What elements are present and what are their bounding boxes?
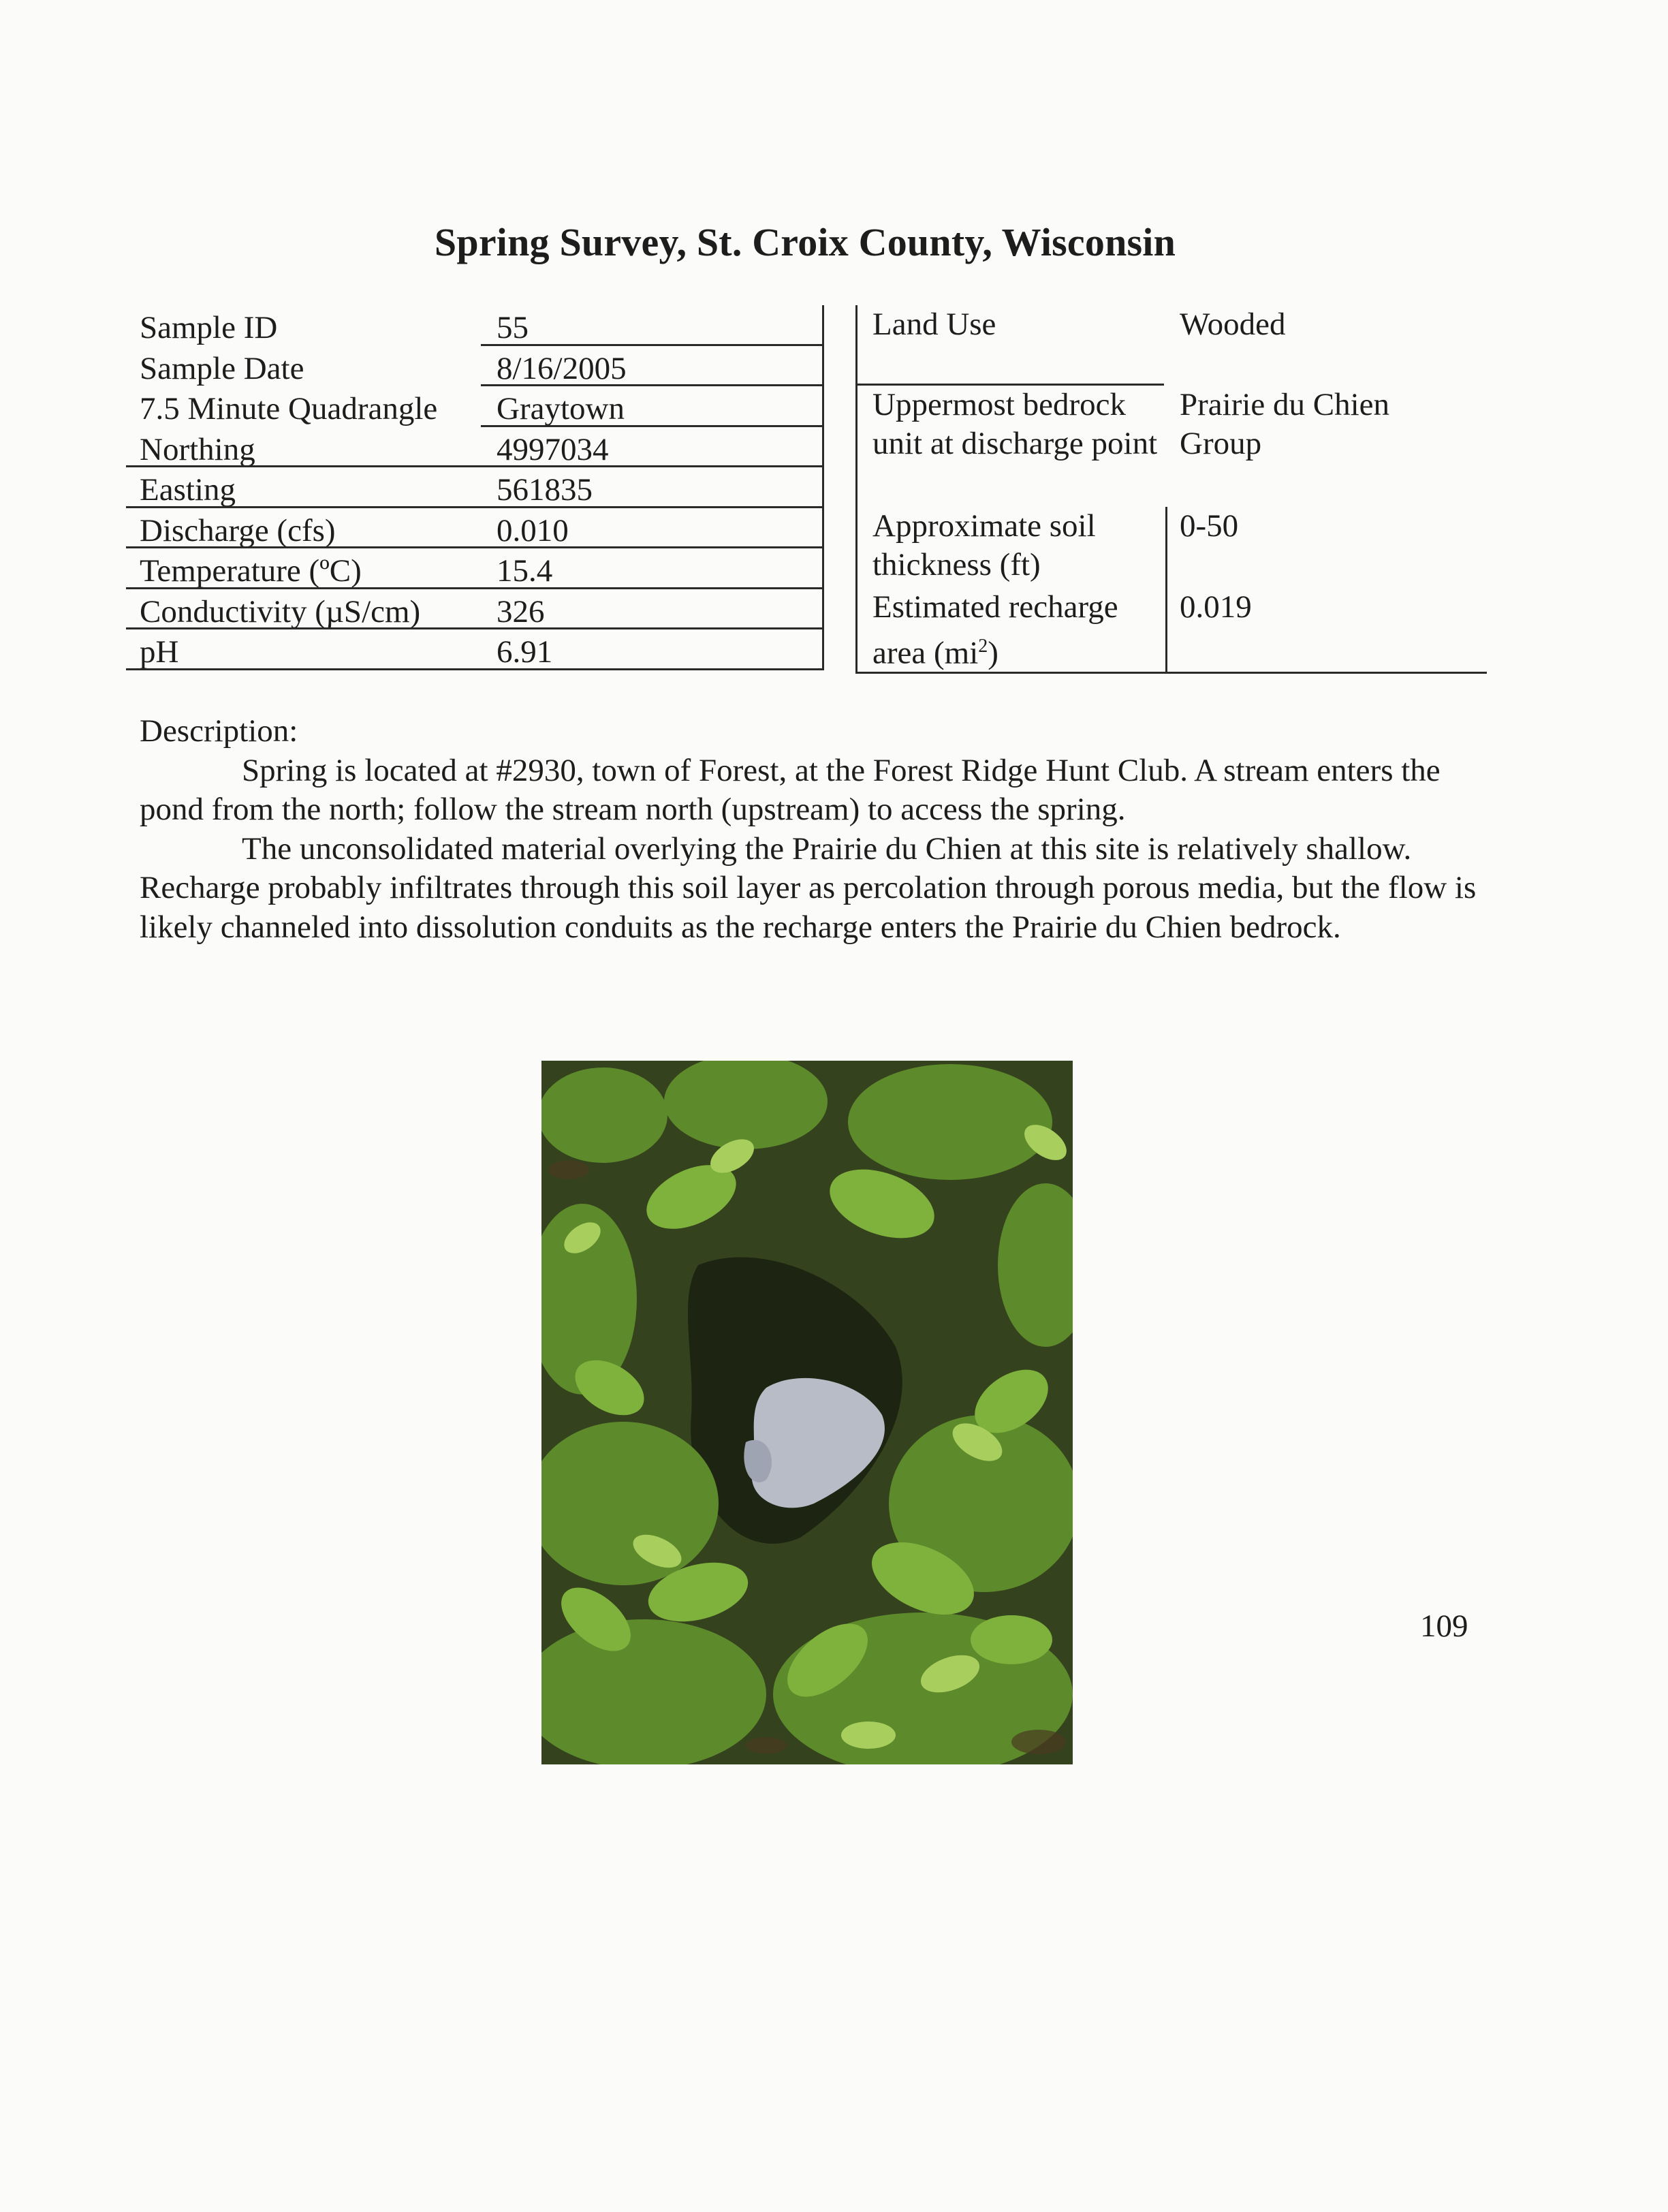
row-label: Conductivity (µS/cm) [140,593,421,629]
row-value: 55 [497,310,529,345]
recharge-area-label: Estimated recharge area $(mi^2)$ [872,589,1118,671]
row-label: 7.5 Minute Quadrangle [140,391,438,426]
land-use-value: Wooded [1180,307,1286,342]
recharge-area-value: 0.019 [1180,589,1252,625]
bedrock-value: Prairie du Chien Group [1180,387,1390,461]
page-number: 109 [1420,1608,1468,1644]
site-characteristics-table [855,305,1487,674]
soil-thickness-label: Approximate soil thickness (ft) [872,508,1096,582]
description-paragraph: The unconsolidated material overlying the Prairie du Chien at this site is relatively shallow. Recharge probably infiltrates through this soil layer as percolation through porous media, but the flow is likely channeled into dissolution conduits as the recharge enters the Prairie du Chien bedrock. [140,830,1477,945]
site-data-table [126,305,824,670]
row-label: Discharge (cfs) [140,512,336,548]
row-label: Northing [140,431,255,467]
table-row [126,305,822,346]
table-row [126,629,822,670]
soil-thickness-value: 0-50 [1180,508,1239,544]
description-paragraph: Spring is located at #2930, town of Forest, at the Forest Ridge Hunt Club. A stream enters the pond from the north; follow the stream north (upstream) to access the spring. [140,752,1441,827]
page-title: Spring Survey, St. Croix County, Wisconsin [434,220,1176,264]
table-row [126,589,822,630]
row-value: 15.4 [497,553,553,589]
table-row [126,508,822,549]
row-value: 326 [497,593,545,629]
row-label: Sample Date [140,350,304,386]
bedrock-label: Uppermost bedrock unit at discharge point [872,387,1158,461]
description-section [140,712,1485,947]
table-row [126,427,822,468]
table-row [126,386,822,427]
land-use-label: Land Use [872,307,996,342]
row-value: 561835 [497,472,593,508]
row-value: 8/16/2005 [497,350,627,386]
row-value: Graytown [497,391,625,426]
table-row [126,346,822,387]
row-value: 6.91 [497,634,553,670]
row-label: pH [140,634,179,670]
row-value: 4997034 [497,431,609,467]
row-label: Temperature (ºC) [140,553,362,589]
description-heading: Description: [140,713,298,749]
row-label: Sample ID [140,310,278,345]
row-value: 0.010 [497,512,569,548]
table-row [126,467,822,508]
table-row [126,548,822,589]
row-label: Easting [140,472,236,508]
spring-photo [541,1061,1073,1764]
